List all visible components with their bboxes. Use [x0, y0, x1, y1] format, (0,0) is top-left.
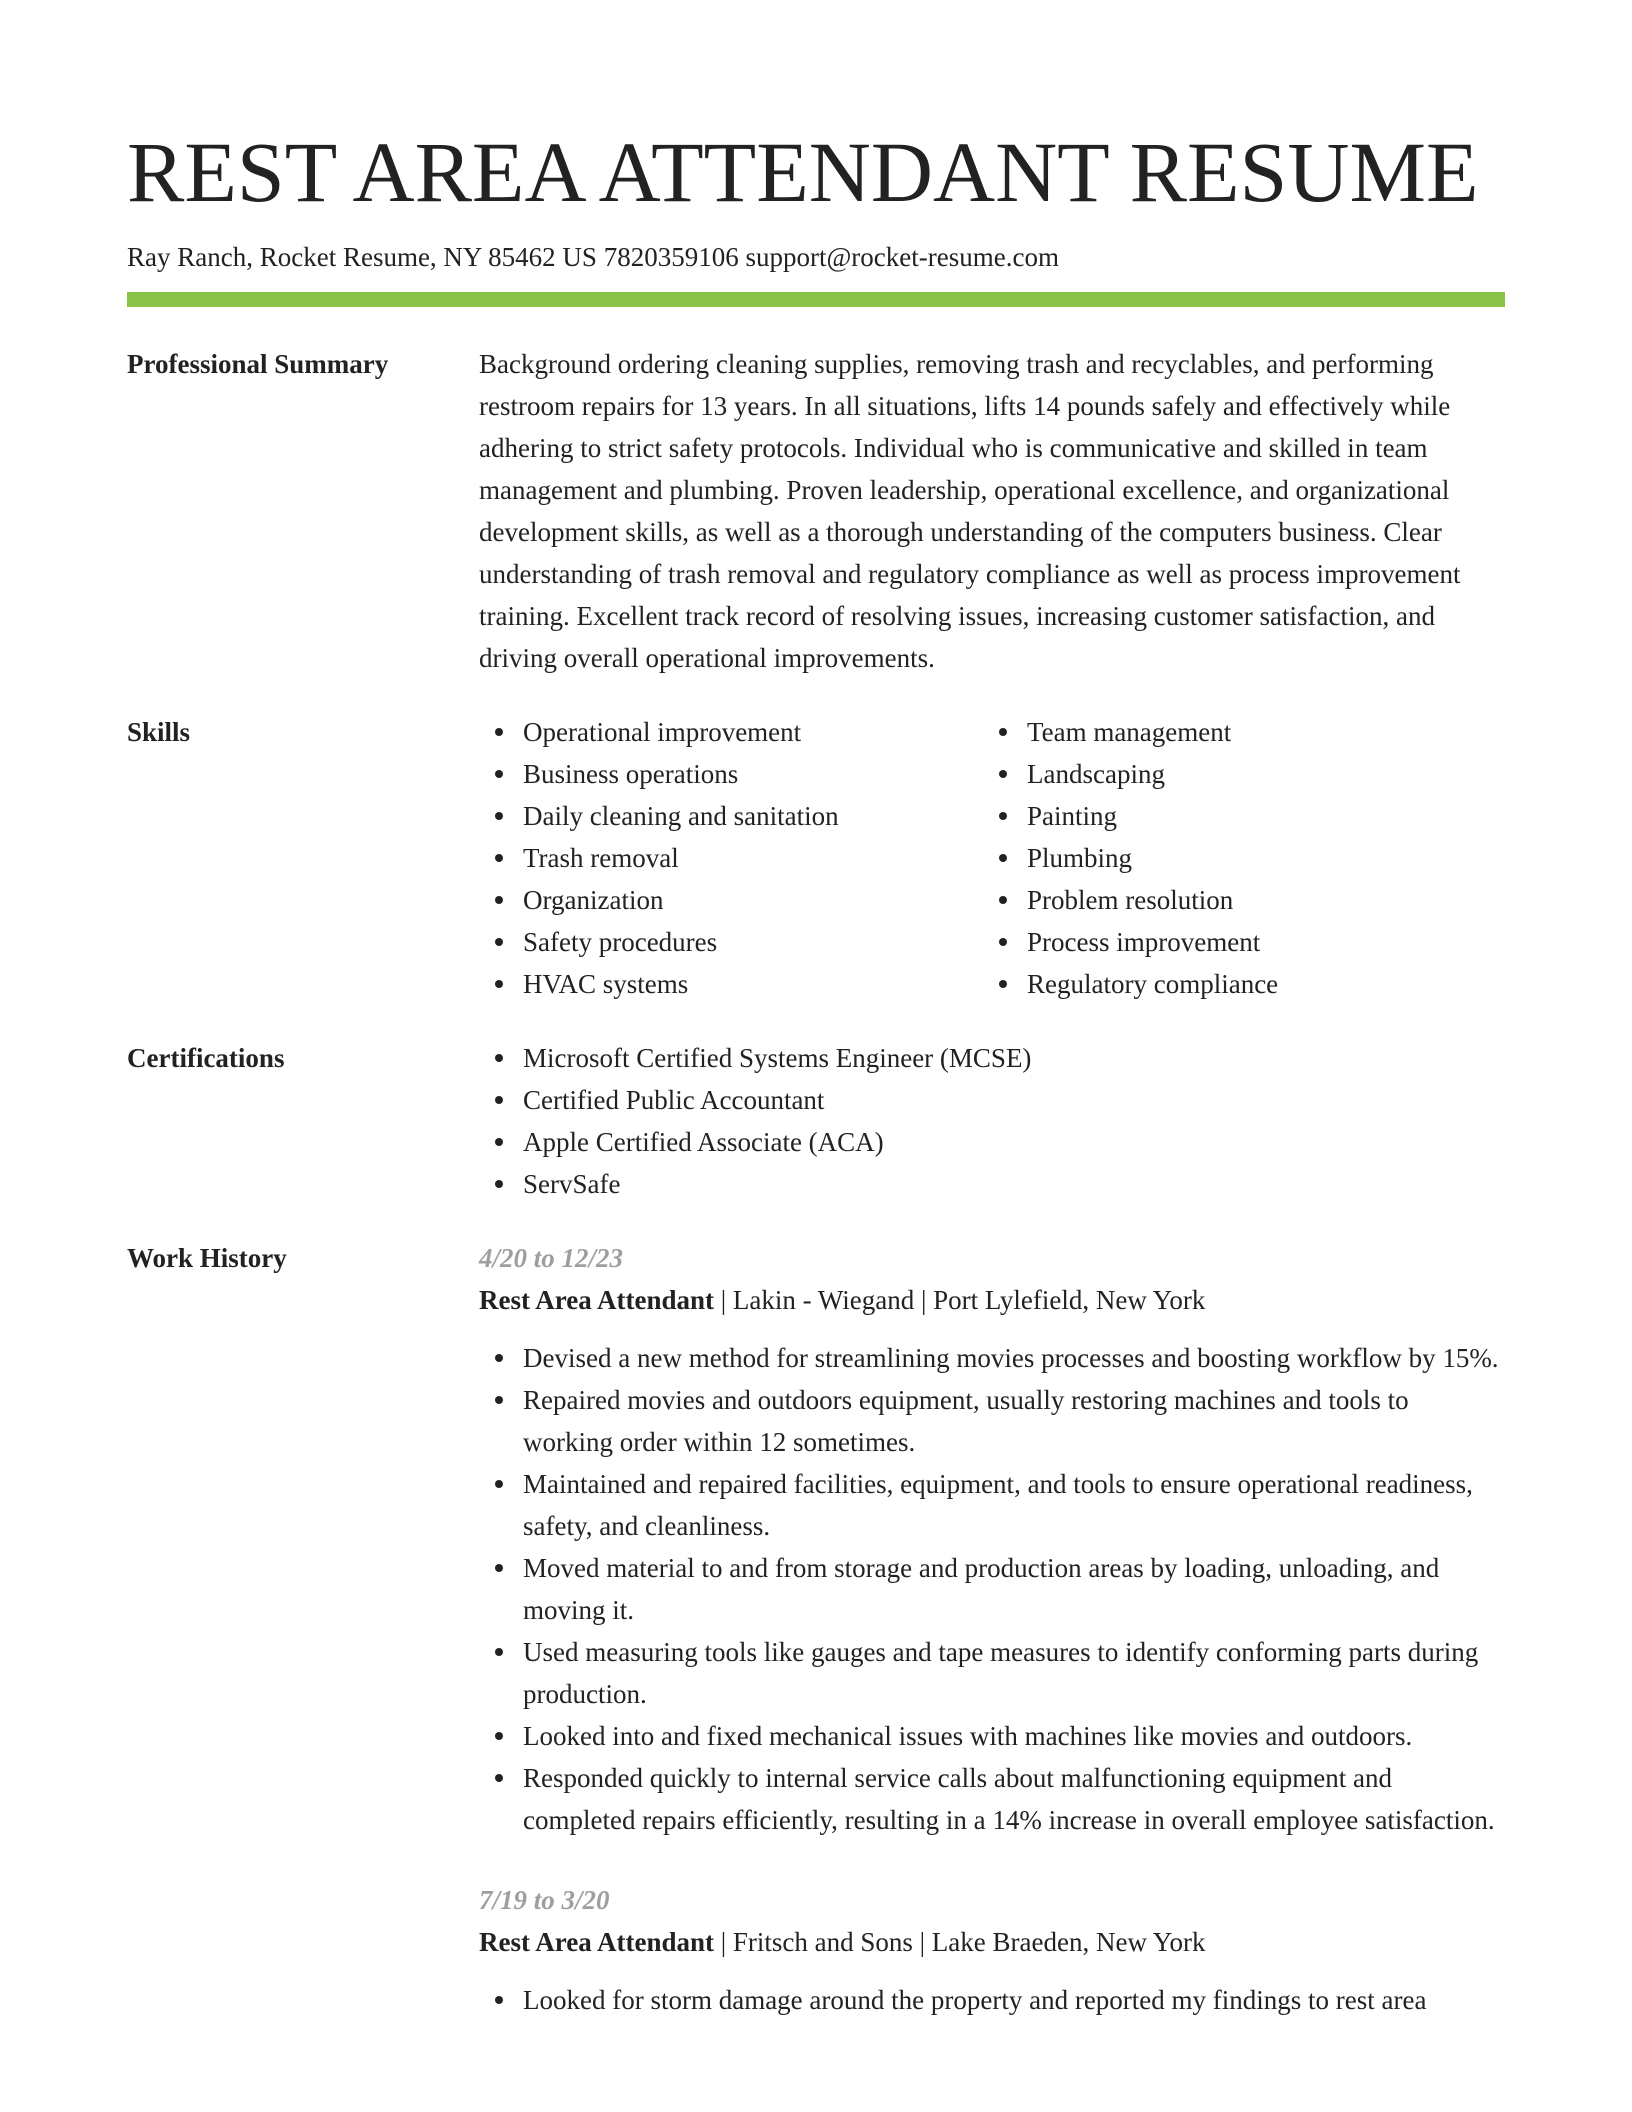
skill-item: Safety procedures: [479, 921, 983, 963]
job-bullet: Looked for storm damage around the property and reported my findings to rest area: [479, 1979, 1505, 2021]
skill-item: Daily cleaning and sanitation: [479, 795, 983, 837]
certification-item: Certified Public Accountant: [479, 1079, 1505, 1121]
certifications-list: [479, 1037, 1505, 1205]
job-bullet: Maintained and repaired facilities, equipment, and tools to ensure operational readiness, safety, and cleanliness.: [479, 1463, 1505, 1547]
skill-item: Trash removal: [479, 837, 983, 879]
skill-item: Process improvement: [983, 921, 1487, 963]
job-bullets: [479, 1979, 1505, 2021]
summary-text: Background ordering cleaning supplies, removing trash and recyclables, and performing restroom repairs for 13 years. In all situations, lifts 14 pounds safely and effectively while adhering to strict safety protocols. Individual who is communicative and skilled in team management and plumbing. Proven leadership, operational excellence, and organizational development skills, as well as a thorough understanding of the computers business. Clear understanding of trash removal and regulatory compliance as well as process improvement training. Excellent track record of resolving issues, increasing customer satisfaction, and driving overall operational improvements.: [479, 349, 1461, 673]
skill-item: Organization: [479, 879, 983, 921]
skill-item: HVAC systems: [479, 963, 983, 1005]
skill-item: Problem resolution: [983, 879, 1487, 921]
job-title-line: [479, 1279, 1505, 1321]
skills-body: [479, 711, 1505, 1005]
resume-title: REST AREA ATTENDANT RESUME: [127, 124, 1479, 220]
skill-item: Regulatory compliance: [983, 963, 1487, 1005]
work-history-label: Work History: [127, 1243, 287, 1273]
skill-item: Operational improvement: [479, 711, 983, 753]
skill-item: Team management: [983, 711, 1487, 753]
job-dates: 4/20 to 12/23: [479, 1243, 624, 1273]
job-bullets: [479, 1337, 1505, 1841]
summary-section: [127, 343, 1505, 679]
skills-column-left: [479, 711, 983, 1005]
job-title: Rest Area Attendant: [479, 1927, 714, 1957]
header-divider: [127, 292, 1505, 307]
skills-column-right: [983, 711, 1487, 1005]
certification-item: Microsoft Certified Systems Engineer (MCSE): [479, 1037, 1505, 1079]
certification-item: ServSafe: [479, 1163, 1505, 1205]
skill-item: Painting: [983, 795, 1487, 837]
job-employer-location: | Lakin - Wiegand | Port Lylefield, New York: [713, 1285, 1206, 1315]
resume-sections: [127, 343, 1505, 2059]
job-entry: [479, 1879, 1505, 2021]
certification-item: Apple Certified Associate (ACA): [479, 1121, 1505, 1163]
skills-label: Skills: [127, 717, 191, 747]
skills-section: [127, 711, 1505, 1005]
resume-page: [127, 0, 1505, 2091]
certifications-section: [127, 1037, 1505, 1205]
skills-list-right: [983, 711, 1487, 1005]
summary-label: Professional Summary: [127, 349, 389, 379]
job-bullet: Devised a new method for streamlining movies processes and boosting workflow by 15%.: [479, 1337, 1505, 1379]
work-history-body: [479, 1237, 1505, 2059]
job-dates: 7/19 to 3/20: [479, 1885, 610, 1915]
certifications-label: Certifications: [127, 1043, 285, 1073]
job-bullet: Looked into and fixed mechanical issues with machines like movies and outdoors.: [479, 1715, 1505, 1757]
work-history-section: [127, 1237, 1505, 2059]
summary-body: [479, 343, 1505, 679]
skill-item: Plumbing: [983, 837, 1487, 879]
job-bullet: Used measuring tools like gauges and tape measures to identify conforming parts during production.: [479, 1631, 1505, 1715]
job-bullet: Responded quickly to internal service calls about malfunctioning equipment and completed repairs efficiently, resulting in a 14% increase in overall employee satisfaction.: [479, 1757, 1505, 1841]
job-entry: [479, 1237, 1505, 1841]
job-employer-location: | Fritsch and Sons | Lake Braeden, New York: [713, 1927, 1206, 1957]
skill-item: Business operations: [479, 753, 983, 795]
skill-item: Landscaping: [983, 753, 1487, 795]
job-title-line: [479, 1921, 1505, 1963]
certifications-body: [479, 1037, 1505, 1205]
job-bullet: Moved material to and from storage and production areas by loading, unloading, and moving it.: [479, 1547, 1505, 1631]
job-bullet: Repaired movies and outdoors equipment, usually restoring machines and tools to working order within 12 sometimes.: [479, 1379, 1505, 1463]
skills-list-left: [479, 711, 983, 1005]
contact-line: Ray Ranch, Rocket Resume, NY 85462 US 7820359106 support@rocket-resume.com: [127, 242, 1059, 272]
job-title: Rest Area Attendant: [479, 1285, 714, 1315]
